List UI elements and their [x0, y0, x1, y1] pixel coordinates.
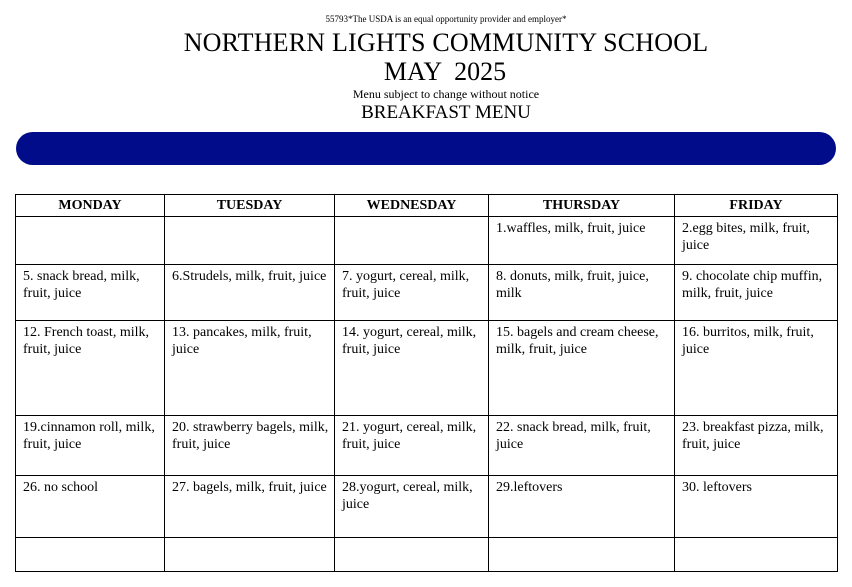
day-cell: 1.waffles, milk, fruit, juice	[489, 217, 675, 265]
weekday-header-row	[16, 195, 838, 217]
day-cell: 28.yogurt, cereal, milk, juice	[335, 476, 489, 538]
day-cell: 9. chocolate chip muffin, milk, fruit, juice	[675, 265, 838, 321]
week-row-5	[16, 476, 838, 538]
day-cell: 2.egg bites, milk, fruit, juice	[675, 217, 838, 265]
day-cell: 22. snack bread, milk, fruit, juice	[489, 416, 675, 476]
day-cell: 19.cinnamon roll, milk, fruit, juice	[16, 416, 165, 476]
day-cell	[165, 538, 335, 572]
header-friday: FRIDAY	[675, 195, 838, 217]
day-cell: 7. yogurt, cereal, milk, fruit, juice	[335, 265, 489, 321]
menu-type-title: BREAKFAST MENU	[361, 102, 531, 123]
week-row-3	[16, 321, 838, 416]
school-name: NORTHERN LIGHTS COMMUNITY SCHOOL	[183, 28, 709, 57]
day-cell: 12. French toast, milk, fruit, juice	[16, 321, 165, 416]
day-cell: 21. yogurt, cereal, milk, fruit, juice	[335, 416, 489, 476]
day-cell	[16, 217, 165, 265]
day-cell	[335, 217, 489, 265]
decorative-banner	[16, 132, 836, 165]
day-cell: 20. strawberry bagels, milk, fruit, juice	[165, 416, 335, 476]
day-cell: 26. no school	[16, 476, 165, 538]
day-cell: 30. leftovers	[675, 476, 838, 538]
header-wednesday: WEDNESDAY	[335, 195, 489, 217]
day-cell	[335, 538, 489, 572]
header-monday: MONDAY	[16, 195, 165, 217]
header-thursday: THURSDAY	[489, 195, 675, 217]
week-row-2	[16, 265, 838, 321]
day-cell: 13. pancakes, milk, fruit, juice	[165, 321, 335, 416]
day-cell	[489, 538, 675, 572]
day-cell: 6.Strudels, milk, fruit, juice	[165, 265, 335, 321]
day-cell: 27. bagels, milk, fruit, juice	[165, 476, 335, 538]
day-cell: 8. donuts, milk, fruit, juice, milk	[489, 265, 675, 321]
day-cell: 15. bagels and cream cheese, milk, fruit, juice	[489, 321, 675, 416]
day-cell: 14. yogurt, cereal, milk, fruit, juice	[335, 321, 489, 416]
week-row-1	[16, 217, 838, 265]
day-cell: 23. breakfast pizza, milk, fruit, juice	[675, 416, 838, 476]
day-cell: 29.leftovers	[489, 476, 675, 538]
day-cell: 5. snack bread, milk, fruit, juice	[16, 265, 165, 321]
menu-calendar	[15, 194, 838, 572]
usda-notice: 55793*The USDA is an equal opportunity provider and employer*	[325, 14, 567, 24]
day-cell	[675, 538, 838, 572]
header-tuesday: TUESDAY	[165, 195, 335, 217]
day-cell: 16. burritos, milk, fruit, juice	[675, 321, 838, 416]
day-cell	[165, 217, 335, 265]
week-row-6	[16, 538, 838, 572]
week-row-4	[16, 416, 838, 476]
month-title: MAY 2025	[383, 57, 507, 86]
menu-change-notice: Menu subject to change without notice	[352, 87, 540, 101]
day-cell	[16, 538, 165, 572]
